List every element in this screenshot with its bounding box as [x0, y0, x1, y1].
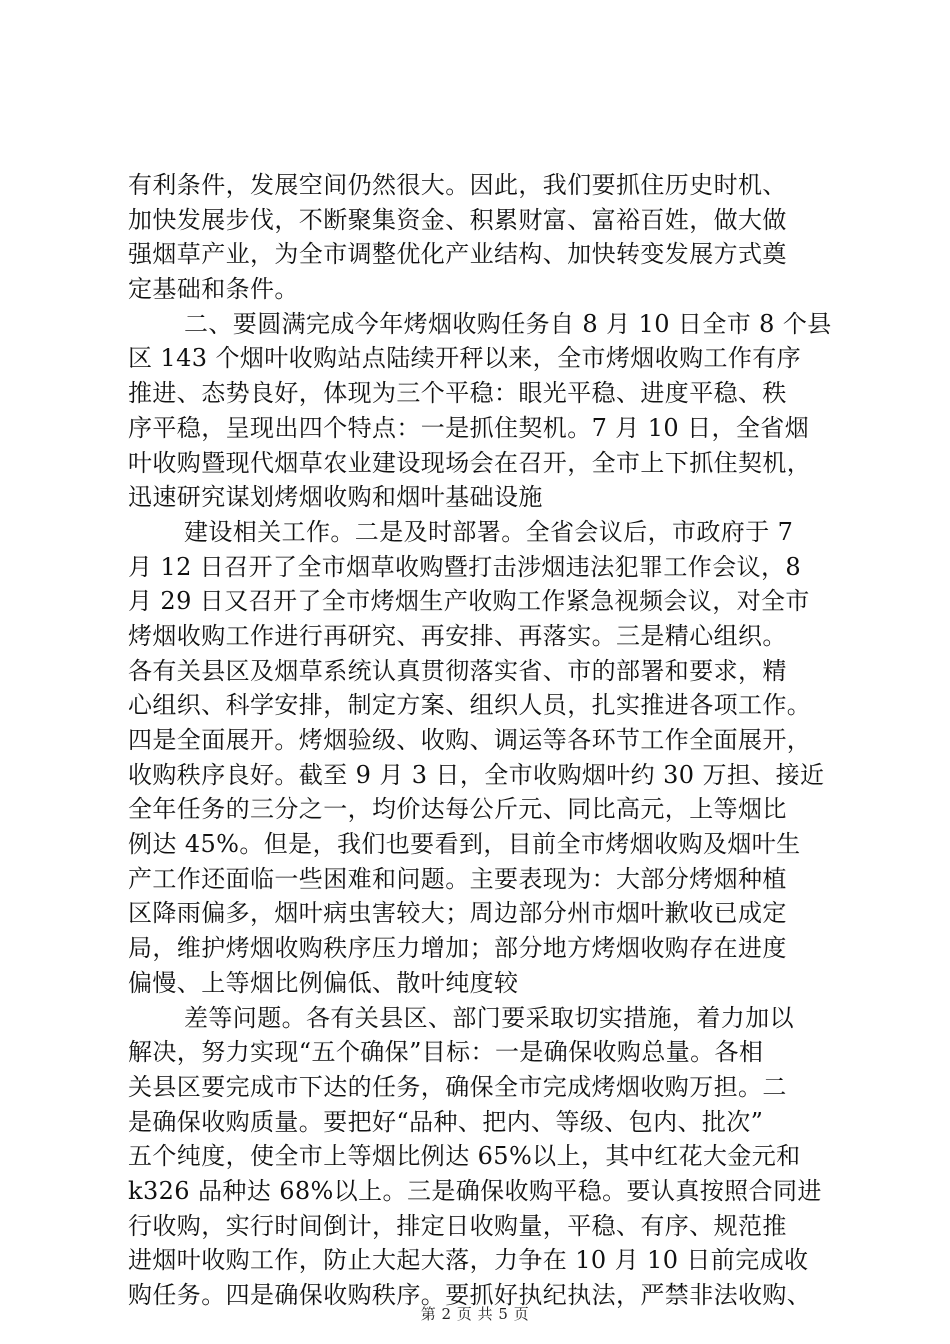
text-line: 区降雨偏多，烟叶病虫害较大；周边部分州市烟叶歉收已成定 [128, 899, 787, 928]
text-line: 月 29 日又召开了全市烤烟生产收购工作紧急视频会议，对全市 [128, 587, 810, 616]
text-line: 有利条件，发展空间仍然很大。因此，我们要抓住历史时机、 [128, 171, 787, 199]
text-line: 定基础和条件。 [128, 275, 299, 304]
text-line: 叶收购暨现代烟草农业建设现场会在召开，全市上下抓住契机， [128, 448, 812, 477]
paragraph-start-line: 差等问题。各有关县区、部门要采取切实措施，着力加以 [184, 1003, 794, 1032]
text-line: 解决，努力实现“五个确保”目标：一是确保收购总量。各相 [128, 1038, 764, 1067]
paragraph-start-line: 建设相关工作。二是及时部署。全省会议后，市政府于 7 [184, 517, 794, 546]
text-line: k326 品种达 68%以上。三是确保收购平稳。要认真按照合同进 [128, 1176, 822, 1205]
text-line: 收购秩序良好。截至 9 月 3 日，全市收购烟叶约 30 万担、接近 [128, 760, 825, 789]
text-line: 行收购，实行时间倒计，排定日收购量，平稳、有序、规范推 [128, 1211, 787, 1240]
section-heading-line: 二、要圆满完成今年烤烟收购任务自 8 月 10 日全市 8 个县 [184, 309, 832, 338]
text-line: 烤烟收购工作进行再研究、再安排、再落实。三是精心组织。 [128, 621, 787, 650]
text-line: 偏慢、上等烟比例偏低、散叶纯度较 [128, 968, 519, 997]
text-line: 进烟叶收购工作，防止大起大落，力争在 10 月 10 日前完成收 [128, 1246, 809, 1275]
text-line: 心组织、科学安排，制定方案、组织人员，扎实推进各项工作。 [128, 691, 812, 720]
text-line: 区 143 个烟叶收购站点陆续开秤以来，全市烤烟收购工作有序 [128, 344, 802, 373]
text-line: 月 12 日召开了全市烟草收购暨打击涉烟违法犯罪工作会议，8 [128, 552, 802, 581]
text-line: 产工作还面临一些困难和问题。主要表现为：大部分烤烟种植 [128, 864, 787, 893]
page-number-footer: 第 2 页 共 5 页 [420, 1305, 530, 1323]
text-line: 四是全面展开。烤烟验级、收购、调运等各环节工作全面展开， [128, 726, 812, 754]
text-line: 关县区要完成市下达的任务，确保全市完成烤烟收购万担。二 [128, 1072, 787, 1101]
text-line: 五个纯度，使全市上等烟比例达 65%以上，其中红花大金元和 [128, 1142, 801, 1171]
text-line: 序平稳，呈现出四个特点：一是抓住契机。7 月 10 日，全省烟 [128, 413, 810, 442]
text-line: 全年任务的三分之一，均价达每公斤元、同比高元，上等烟比 [128, 795, 787, 824]
text-line: 加快发展步伐，不断聚集资金、积累财富、富裕百姓，做大做 [128, 205, 787, 234]
text-line: 是确保收购质量。要把好“品种、把内、等级、包内、批次” [128, 1107, 764, 1136]
document-body [128, 168, 840, 1313]
text-line: 局，维护烤烟收购秩序压力增加；部分地方烤烟收购存在进度 [128, 934, 787, 963]
text-line: 购任务。四是确保收购秩序。要抓好执纪执法，严禁非法收购、 [128, 1281, 812, 1309]
text-line: 推进、态势良好，体现为三个平稳：眼光平稳、进度平稳、秩 [128, 379, 787, 408]
text-line: 例达 45%。但是，我们也要看到，目前全市烤烟收购及烟叶生 [128, 830, 801, 859]
text-line: 迅速研究谋划烤烟收购和烟叶基础设施 [128, 483, 543, 512]
text-line: 强烟草产业，为全市调整优化产业结构、加快转变发展方式奠 [128, 240, 787, 269]
text-line: 各有关县区及烟草系统认真贯彻落实省、市的部署和要求，精 [128, 656, 787, 685]
